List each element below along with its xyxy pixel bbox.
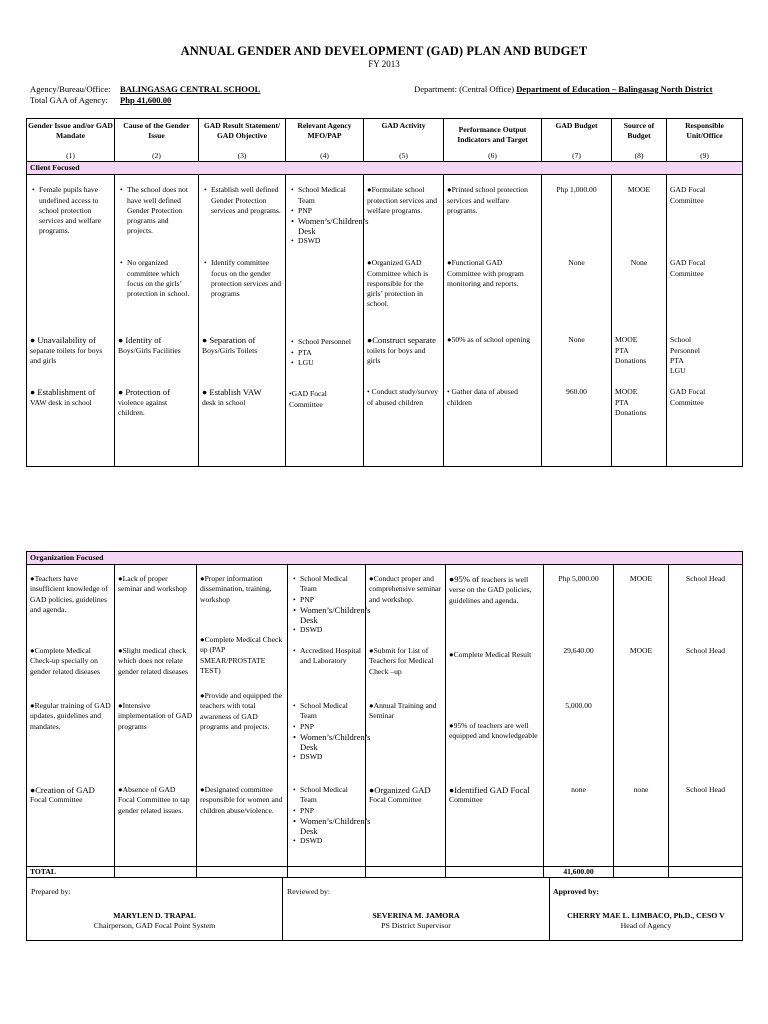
client-r3-c2b: Boys/Girls Facilities xyxy=(118,345,181,355)
client-r3-c4-0: • School Personnel xyxy=(298,337,360,347)
client-r1-c9: GAD Focal Committee xyxy=(670,185,706,205)
client-r1-c6: ●Printed school protection services and welfare programs. xyxy=(447,185,528,215)
client-r3-c1b: separate toilets for boys and girls xyxy=(30,345,103,365)
gaa-label: Total GAA of Agency: xyxy=(30,95,108,105)
section-row-client xyxy=(27,162,743,175)
org-r2-c6: ●Complete Medical Result xyxy=(449,650,532,660)
client-col-3 xyxy=(199,175,286,467)
org-col-4 xyxy=(288,565,371,867)
reviewed-by-label: Reviewed by: xyxy=(287,887,331,896)
col-header-9: Responsible Unit/Office (9) xyxy=(667,119,743,162)
approved-by-block xyxy=(550,878,743,941)
client-r1-c3: • Establish well defined Gender Protection services and programs. xyxy=(211,185,282,216)
org-col-8 xyxy=(614,565,669,867)
org-r3-c5: ●Annual Training and Seminar xyxy=(369,701,437,721)
col-header-3: GAD Result Statement/ GAD Objective (3) xyxy=(199,119,286,162)
client-r1-c4-0: • School Medical Team xyxy=(298,185,360,205)
client-r2-c6: ●Functional GAD Committee with program monitoring and reports. xyxy=(447,258,524,288)
col-header-6: Performance Output Indicators and Target (6) xyxy=(444,119,542,162)
client-r1-c7: Php 1,000.00 xyxy=(556,185,597,195)
department-value: Department of Education – Balingasag North District xyxy=(516,84,713,94)
agency-label: Agency/Bureau/Office: xyxy=(30,84,111,94)
client-col-2 xyxy=(115,175,199,467)
org-r1-c6b: teachers is well verse on the GAD policies, guidelines and agenda. xyxy=(449,575,532,605)
client-r4-c4: •GAD Focal Committee xyxy=(289,389,327,409)
org-r2-c5: ●Submit for List of Teachers for Medical Check –up xyxy=(369,646,434,676)
col-header-4: Relevant Agency MFO/PAP (4) xyxy=(286,119,364,162)
department-line xyxy=(414,84,712,95)
fiscal-year: FY 2013 xyxy=(368,59,400,69)
org-r2-c4-0: • Accredited Hospital and Laboratory xyxy=(300,646,362,666)
client-r4-c9: GAD Focal Committee xyxy=(670,387,706,407)
client-r1-c4-2: • Women’s/Children’s Desk xyxy=(298,216,360,236)
document-title: ANNUAL GENDER AND DEVELOPMENT (GAD) PLAN AND BUDGET xyxy=(180,44,588,58)
client-r3-c4-2: • LGU xyxy=(298,358,360,368)
org-r1-c3: ●Proper information dissemination, training, workshop xyxy=(200,574,272,604)
org-r4-c3: ●Designated committee responsible for women and children abuse/violence. xyxy=(200,785,283,815)
org-r3-c1: ●Regular training of GAD updates, guidelines and mandates. xyxy=(30,701,111,731)
org-r1-c8: MOOE xyxy=(629,574,653,584)
org-r2-c1: ●Complete Medical Check-up specially on gender related diseases xyxy=(30,646,100,676)
client-r1-c5: ●Formulate school protection services and welfare programs. xyxy=(367,185,438,215)
client-r4-c1b: VAW desk in school xyxy=(30,397,92,407)
org-r4-c9: School Head xyxy=(686,785,726,795)
client-col-4 xyxy=(286,175,369,467)
client-r4-c1a: ● Establishment of xyxy=(30,387,96,398)
org-col-3 xyxy=(197,565,288,867)
client-r3-c3b: Boys/Girls Toilets xyxy=(202,345,258,355)
org-r1-c4-2: • Women’s/Children’s Desk xyxy=(300,605,362,625)
client-r4-c6: • Gather data of abused children xyxy=(447,387,518,407)
org-r4-c6a: ●Identified GAD Focal xyxy=(449,785,530,796)
org-r4-c1b: Focal Committee xyxy=(30,795,83,805)
client-r3-c2a: ● Identity of xyxy=(118,335,162,346)
client-r4-c5: • Conduct study/survey of abused children xyxy=(367,387,438,407)
org-body-row xyxy=(27,565,743,867)
client-r4-c2a: ● Protection of xyxy=(118,387,170,398)
col-header-7: GAD Budget (7) xyxy=(542,119,612,162)
client-r3-c7: None xyxy=(568,335,585,345)
client-r4-c7: 960.00 xyxy=(566,387,587,397)
client-r3-c5a: ●Construct separate xyxy=(367,335,436,346)
org-r3-c7: 5,000.00 xyxy=(565,701,592,711)
org-r3-c4-0: • School Medical Team xyxy=(300,701,362,721)
org-r4-c6b: Committee xyxy=(449,795,483,805)
approved-by-name: CHERRY MAE L. LIMBACO, Ph.D., CESO V xyxy=(567,911,725,920)
approved-by-label: Approved by: xyxy=(553,887,599,896)
department-label: Department: (Central Office) xyxy=(414,84,515,94)
org-col-5 xyxy=(366,565,446,867)
org-r1-c4-3: • DSWD xyxy=(300,625,362,635)
org-r4-c4-2: • Women’s/Children’s Desk xyxy=(300,816,362,836)
client-r1-c8: MOOE xyxy=(627,185,651,195)
org-r4-c1a: ●Creation of GAD xyxy=(30,785,95,796)
org-col-6 xyxy=(446,565,544,867)
total-value: 41,600.00 xyxy=(544,867,614,878)
prepared-by-name: MARYLEN D. TRAPAL xyxy=(113,911,196,920)
org-r1-c6a: ●95% of xyxy=(449,574,482,585)
client-r2-c5: ●Organized GAD Committee which is responsible for the girls’ protection in school. xyxy=(367,258,429,309)
client-r3-c5b: toilets for boys and girls xyxy=(367,345,426,365)
client-r3-c9: School Personnel PTA LGU xyxy=(670,335,700,376)
client-col-9 xyxy=(667,175,743,467)
org-r1-c7: Php 5,000.00 xyxy=(558,574,599,584)
org-col-1 xyxy=(27,565,115,867)
client-col-1 xyxy=(27,175,115,467)
client-col-7 xyxy=(542,175,612,467)
org-col-9 xyxy=(669,565,743,867)
org-r1-c4-0: • School Medical Team xyxy=(300,574,362,594)
client-r3-c1a: ● Unavailability of xyxy=(30,335,96,346)
client-r4-c8: MOOE PTA Donations xyxy=(615,387,647,417)
org-r2-c2: ●Slight medical check which does not relate gender related diseases xyxy=(118,646,188,676)
org-r1-c5: ●Conduct proper and comprehensive seminar and workshop. xyxy=(369,574,441,604)
col-header-8: Source of Budget (8) xyxy=(612,119,667,162)
agency-value: BALINGASAG CENTRAL SCHOOL xyxy=(120,84,261,94)
client-r1-c4-3: • DSWD xyxy=(298,236,360,246)
client-r1-c4-1: • PNP xyxy=(298,206,360,216)
client-r3-c4-1: • PTA xyxy=(298,348,360,358)
client-r4-c3a: ● Establish VAW xyxy=(202,387,262,398)
org-r1-c1: ●Teachers have insufficient knowledge of GAD policies, guidelines and agenda. xyxy=(30,574,108,614)
client-r3-c6: ●50% as of school opening xyxy=(447,335,531,345)
reviewed-by-name: SEVERINA M. JAMORA xyxy=(372,911,460,920)
org-r1-c9: School Head xyxy=(686,574,726,584)
org-r3-c3: ●Provide and equipped the teachers with total awareness of GAD programs and projects. xyxy=(200,691,282,731)
org-col-2 xyxy=(115,565,197,867)
org-r3-c4-3: • DSWD xyxy=(300,752,362,762)
client-r3-c8: MOOE PTA Donations xyxy=(615,335,647,365)
client-r2-c8: None xyxy=(630,258,648,268)
prepared-by-label: Prepared by: xyxy=(31,887,71,896)
client-r2-c7: None xyxy=(568,258,585,268)
client-r3-c3a: ● Separation of xyxy=(202,335,256,346)
org-r4-c4-3: • DSWD xyxy=(300,836,362,846)
org-r4-c5a: ●Organized GAD xyxy=(369,785,431,796)
client-r2-c3: • Identify committee focus on the gender protection services and programs xyxy=(211,258,282,299)
org-r4-c5b: Focal Committee xyxy=(369,795,422,805)
reviewed-by-title: PS District Supervisor xyxy=(381,921,451,930)
col-header-5: GAD Activity (5) xyxy=(364,119,444,162)
signature-table xyxy=(26,877,743,941)
section-label-client: Client Focused xyxy=(27,162,743,175)
signature-row xyxy=(27,878,743,941)
org-r2-c8: MOOE xyxy=(629,646,653,656)
org-r1-c2: ●Lack of proper seminar and workshop xyxy=(118,574,187,594)
client-r1-c1: • Female pupils have undefined access to school protection services and welfare programs. xyxy=(39,185,111,236)
client-r4-c2b: violence against children. xyxy=(118,397,168,417)
client-r4-c3b: desk in school xyxy=(202,397,246,407)
col-header-2: Cause of the Gender Issue (2) xyxy=(115,119,199,162)
client-body-row xyxy=(27,175,743,467)
section-row-organization xyxy=(27,552,743,565)
organization-focused-table xyxy=(26,551,743,878)
total-label: TOTAL xyxy=(27,867,115,878)
prepared-by-block xyxy=(27,878,283,941)
client-r2-c2: • No organized committee which focus on the girls’ protection in school. xyxy=(127,258,195,299)
client-col-5 xyxy=(364,175,444,467)
org-r4-c4-1: • PNP xyxy=(300,806,362,816)
org-col-7 xyxy=(544,565,614,867)
org-r1-c6 xyxy=(449,565,540,646)
client-col-8 xyxy=(612,175,667,467)
org-r2-c7: 29,640.00 xyxy=(563,646,594,656)
org-r3-c4-1: • PNP xyxy=(300,722,362,732)
reviewed-by-block xyxy=(283,878,550,941)
client-focused-table xyxy=(26,118,743,467)
org-r2-c3: ●Complete Medical Check up (PAP SMEAR/PROSTATE TEST) xyxy=(200,635,283,675)
client-col-6 xyxy=(444,175,542,467)
org-r3-c4-2: • Women’s/Children’s Desk xyxy=(300,732,362,752)
org-r4-c4-0: • School Medical Team xyxy=(300,785,362,805)
approved-by-title: Head of Agency xyxy=(620,921,672,930)
gaa-value: Php 41,600.00 xyxy=(120,95,172,105)
column-header-row xyxy=(27,119,743,162)
org-r2-c9: School Head xyxy=(686,646,726,656)
org-r4-c8: none xyxy=(633,785,649,795)
section-label-organization: Organization Focused xyxy=(27,552,743,565)
org-r3-c2: ●Intensive implementation of GAD programs xyxy=(118,701,193,731)
org-r4-c2: ●Absence of GAD Focal Committee to tap gender related issues. xyxy=(118,785,190,815)
org-r3-c6: ●95% of teachers are well equipped and knowledgeable xyxy=(449,721,538,741)
org-r4-c7: none xyxy=(571,785,586,795)
org-r1-c4-1: • PNP xyxy=(300,595,362,605)
client-r1-c2: • The school does not have well defined Gender Protection programs and projects. xyxy=(127,185,195,236)
col-header-1: Gender Issue and/or GAD Mandate (1) xyxy=(27,119,115,162)
client-r2-c9: GAD Focal Committee xyxy=(670,258,706,278)
prepared-by-title: Chairperson, GAD Focal Point System xyxy=(93,921,216,930)
